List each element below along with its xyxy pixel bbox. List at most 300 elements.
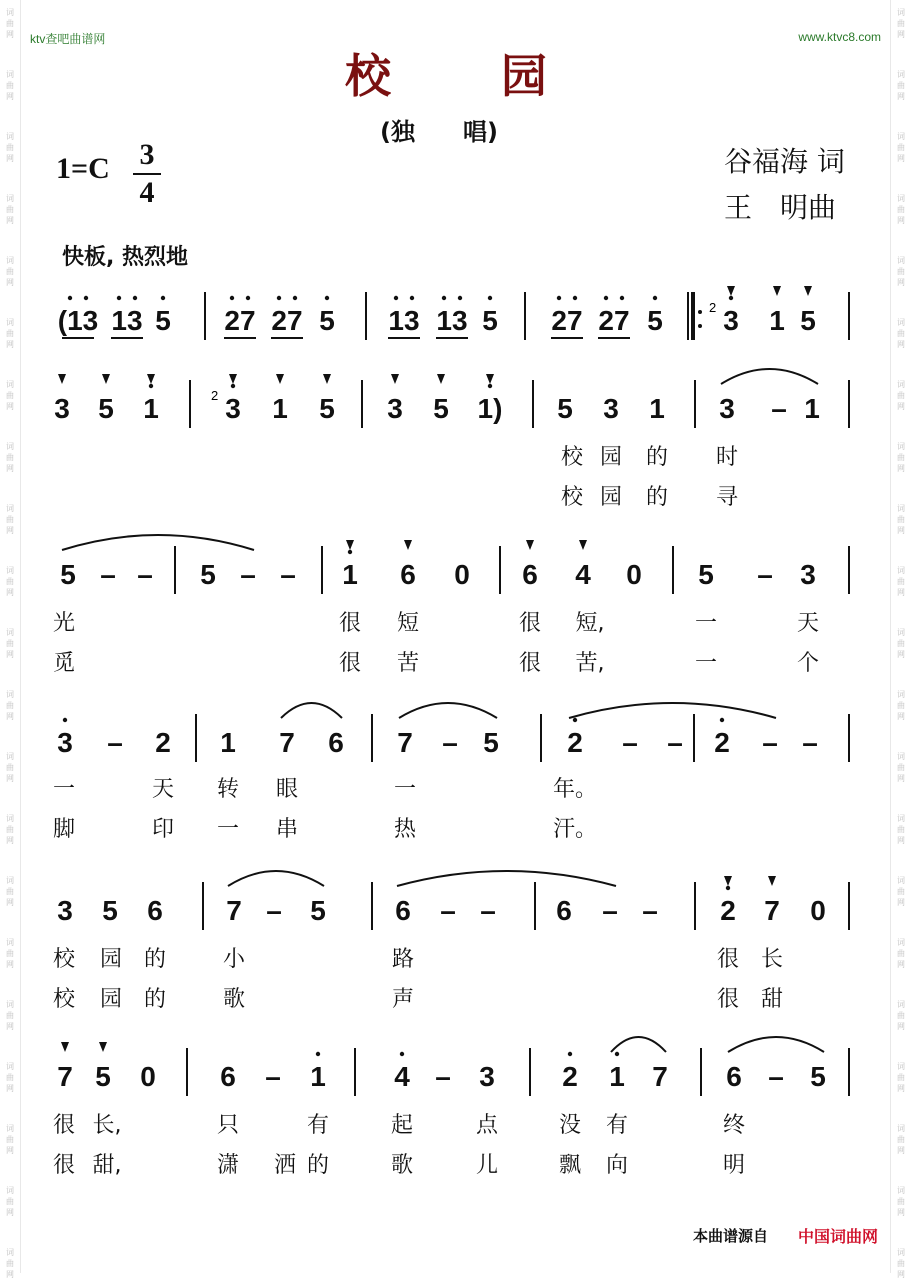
- octave-dot: [653, 296, 657, 300]
- watermark-char: 词: [6, 132, 14, 141]
- note: (13: [57, 305, 99, 336]
- note: 0: [140, 1061, 156, 1092]
- watermark-char: 曲: [897, 701, 905, 710]
- lyric-char: 时: [715, 445, 739, 470]
- watermark-char: 词: [6, 8, 14, 17]
- lyric-char: 光: [52, 611, 76, 636]
- watermark-char: 词: [897, 318, 905, 327]
- watermark-char: 网: [897, 92, 905, 101]
- watermark-char: 曲: [6, 763, 14, 772]
- lyric-char: 明: [722, 1153, 746, 1178]
- song-subtitle: (独 唱): [380, 118, 498, 146]
- octave-dot: [442, 296, 446, 300]
- note: 5: [483, 727, 499, 758]
- accent-mark: [346, 540, 354, 550]
- watermark-char: 网: [6, 278, 14, 287]
- watermark-char: 网: [897, 774, 905, 783]
- lyric-char: 很: [518, 611, 542, 636]
- composer-credit: 王 明曲: [724, 191, 837, 224]
- note: –: [265, 1061, 281, 1092]
- note: 7: [764, 895, 780, 926]
- watermark-char: 词: [6, 938, 14, 947]
- note: –: [771, 393, 787, 424]
- watermark-char: 网: [897, 154, 905, 163]
- watermark-char: 网: [897, 1208, 905, 1217]
- octave-dot: [573, 718, 577, 722]
- watermark-char: 网: [6, 30, 14, 39]
- watermark-char: 网: [6, 1208, 14, 1217]
- note: –: [280, 559, 296, 590]
- watermark-char: 词: [897, 752, 905, 761]
- slur: [281, 703, 342, 718]
- lyric-char: 天: [151, 777, 175, 802]
- note: 1: [310, 1061, 326, 1092]
- lyric-char: 汗。: [552, 817, 598, 842]
- note: –: [440, 895, 456, 926]
- lyric-char: 终: [722, 1113, 746, 1138]
- watermark-char: 曲: [6, 329, 14, 338]
- watermark-char: 曲: [6, 639, 14, 648]
- note: 5: [98, 393, 114, 424]
- watermark-char: 曲: [897, 949, 905, 958]
- watermark-char: 词: [6, 814, 14, 823]
- time-signature-bottom: 4: [139, 176, 155, 209]
- note: 3: [723, 305, 739, 336]
- lyric-char: 路: [391, 947, 415, 972]
- note: –: [602, 895, 618, 926]
- note: 6: [556, 895, 572, 926]
- watermark-char: 词: [897, 566, 905, 575]
- watermark-char: 词: [6, 690, 14, 699]
- octave-dot: [488, 384, 492, 388]
- note: 27: [551, 305, 583, 336]
- lyric-char: 的: [143, 947, 167, 972]
- lyric-char: 园: [99, 947, 123, 972]
- watermark-char: 词: [897, 690, 905, 699]
- note: 0: [810, 895, 826, 926]
- watermark-char: 词: [897, 1062, 905, 1071]
- slur: [611, 1037, 666, 1052]
- lyric-char: 很: [52, 1113, 76, 1138]
- watermark-char: 曲: [897, 887, 905, 896]
- slur: [62, 535, 254, 550]
- lyric-char: 短: [396, 611, 420, 636]
- note: 7: [397, 727, 413, 758]
- note: 2: [567, 727, 583, 758]
- watermark-char: 网: [897, 1084, 905, 1093]
- octave-dot: [400, 1052, 404, 1056]
- watermark-char: 曲: [6, 1259, 14, 1268]
- lyric-char: 园: [599, 485, 623, 510]
- note: 5: [557, 393, 573, 424]
- slur: [397, 871, 616, 886]
- watermark-char: 曲: [6, 267, 14, 276]
- accent-mark: [102, 374, 110, 384]
- note: 0: [454, 559, 470, 590]
- lyric-char: 的: [143, 987, 167, 1012]
- note: 3: [54, 393, 70, 424]
- note: 2: [714, 727, 730, 758]
- lyric-char: 一: [216, 817, 240, 842]
- watermark-char: 网: [6, 898, 14, 907]
- watermark-char: 网: [6, 1084, 14, 1093]
- accent-mark: [391, 374, 399, 384]
- watermark-char: 词: [6, 752, 14, 761]
- watermark-char: 网: [897, 216, 905, 225]
- watermark-char: 曲: [897, 391, 905, 400]
- lyric-char: 儿: [475, 1153, 499, 1178]
- watermark-char: 词: [897, 256, 905, 265]
- accent-mark: [579, 540, 587, 550]
- octave-dot: [231, 384, 235, 388]
- site-url-right[interactable]: www.ktvc8.com: [798, 30, 881, 44]
- note: 4: [394, 1061, 410, 1092]
- lyric-char: 飘: [558, 1153, 582, 1178]
- note: 2: [720, 895, 736, 926]
- watermark-char: 曲: [6, 1135, 14, 1144]
- lyric-char: 天: [796, 611, 820, 636]
- accent-mark: [58, 374, 66, 384]
- watermark-char: 词: [897, 1000, 905, 1009]
- watermark-char: 网: [897, 1022, 905, 1031]
- note: 5: [310, 895, 326, 926]
- lyric-char: 很: [518, 651, 542, 676]
- watermark-char: 曲: [6, 453, 14, 462]
- watermark-char: 网: [897, 836, 905, 845]
- lyric-char: 苦: [396, 651, 420, 676]
- watermark-char: 网: [6, 216, 14, 225]
- watermark-char: 曲: [897, 19, 905, 28]
- watermark-char: 曲: [6, 1073, 14, 1082]
- note: 3: [57, 727, 73, 758]
- watermark-char: 词: [6, 628, 14, 637]
- watermark-char: 网: [6, 464, 14, 473]
- note: 5: [95, 1061, 111, 1092]
- note: 3: [225, 393, 241, 424]
- watermark-char: 词: [897, 1124, 905, 1133]
- watermark-char: 词: [6, 318, 14, 327]
- lyric-char: 甜,: [92, 1153, 122, 1178]
- watermark-char: 曲: [6, 19, 14, 28]
- watermark-char: 曲: [6, 949, 14, 958]
- watermark-char: 曲: [897, 453, 905, 462]
- accent-mark: [727, 286, 735, 296]
- note: 2: [562, 1061, 578, 1092]
- note: 6: [522, 559, 538, 590]
- watermark-char: 网: [6, 402, 14, 411]
- note: 6: [147, 895, 163, 926]
- lyric-char: 小: [222, 947, 246, 972]
- note: 6: [726, 1061, 742, 1092]
- repeat-dot: [698, 310, 702, 314]
- watermark-char: 词: [6, 504, 14, 513]
- lyric-char: 很: [52, 1153, 76, 1178]
- lyric-char: 很: [338, 651, 362, 676]
- note: 5: [647, 305, 663, 336]
- watermark-char: 网: [6, 650, 14, 659]
- note: 6: [400, 559, 416, 590]
- accent-mark: [404, 540, 412, 550]
- note: 6: [395, 895, 411, 926]
- watermark-char: 曲: [897, 1011, 905, 1020]
- watermark-char: 曲: [6, 81, 14, 90]
- note: 27: [271, 305, 303, 336]
- note: 1: [649, 393, 665, 424]
- octave-dot: [394, 296, 398, 300]
- note: 27: [224, 305, 256, 336]
- watermark-char: 网: [6, 1022, 14, 1031]
- note: 1: [769, 305, 785, 336]
- lyric-char: 热: [393, 817, 417, 842]
- watermark-char: 网: [6, 774, 14, 783]
- note: 1: [272, 393, 288, 424]
- repeat-dot: [698, 324, 702, 328]
- watermark-char: 网: [6, 154, 14, 163]
- watermark-char: 词: [6, 1124, 14, 1133]
- octave-dot: [458, 296, 462, 300]
- octave-dot: [63, 718, 67, 722]
- lyric-char: 印: [151, 817, 175, 842]
- note: 1: [143, 393, 159, 424]
- note: –: [622, 727, 638, 758]
- accent-mark: [773, 286, 781, 296]
- watermark-char: 曲: [897, 577, 905, 586]
- note: –: [802, 727, 818, 758]
- watermark-char: 词: [897, 132, 905, 141]
- watermark-char: 网: [897, 960, 905, 969]
- lyric-char: 的: [306, 1153, 330, 1178]
- lyric-char: 苦,: [575, 651, 605, 676]
- lyric-char: 转: [216, 777, 240, 802]
- lyric-char: 园: [99, 987, 123, 1012]
- lyric-char: 声: [391, 987, 415, 1012]
- lyric-char: 有: [605, 1113, 629, 1138]
- note: –: [100, 559, 116, 590]
- footer-source-site[interactable]: 中国词曲网: [797, 1227, 878, 1246]
- watermark-char: 词: [897, 814, 905, 823]
- note: 3: [719, 393, 735, 424]
- time-signature-top: 3: [139, 138, 155, 171]
- watermark-char: 词: [897, 938, 905, 947]
- accent-mark: [724, 876, 732, 886]
- note: 5: [482, 305, 498, 336]
- note: 2: [155, 727, 171, 758]
- note: –: [435, 1061, 451, 1092]
- note: –: [757, 559, 773, 590]
- slur: [399, 703, 497, 718]
- lyric-char: 很: [716, 947, 740, 972]
- octave-dot: [720, 718, 724, 722]
- watermark-char: 曲: [6, 143, 14, 152]
- watermark-char: 曲: [897, 639, 905, 648]
- lyric-char: 甜: [760, 987, 784, 1012]
- note: 5: [810, 1061, 826, 1092]
- watermark-char: 词: [897, 628, 905, 637]
- note: 6: [328, 727, 344, 758]
- site-name-left[interactable]: ktv查吧曲谱网: [30, 32, 106, 46]
- note: 1: [609, 1061, 625, 1092]
- watermark-char: 词: [897, 1186, 905, 1195]
- watermark-char: 曲: [897, 1073, 905, 1082]
- song-title: 校 园: [345, 49, 553, 103]
- watermark-char: 词: [6, 70, 14, 79]
- octave-dot: [246, 296, 250, 300]
- lyric-char: 年。: [552, 777, 598, 802]
- note: 4: [575, 559, 591, 590]
- watermark-char: 网: [897, 588, 905, 597]
- lyric-char: 很: [716, 987, 740, 1012]
- octave-dot: [293, 296, 297, 300]
- lyric-char: 一: [694, 611, 718, 636]
- watermark-char: 曲: [6, 577, 14, 586]
- note: –: [107, 727, 123, 758]
- lyric-char: 校: [52, 987, 76, 1012]
- lyric-char: 一: [52, 777, 76, 802]
- watermark-char: 曲: [6, 825, 14, 834]
- watermark-char: 词: [897, 1248, 905, 1257]
- watermark-char: 词: [897, 876, 905, 885]
- note: 13: [388, 305, 420, 336]
- accent-mark: [276, 374, 284, 384]
- note: 13: [111, 305, 143, 336]
- watermark-char: 网: [6, 1146, 14, 1155]
- note: 1): [477, 393, 503, 424]
- watermark-char: 词: [897, 380, 905, 389]
- octave-dot: [568, 1052, 572, 1056]
- lyric-char: 一: [393, 777, 417, 802]
- note: 7: [57, 1061, 73, 1092]
- note: 3: [603, 393, 619, 424]
- note: 5: [200, 559, 216, 590]
- lyric-char: 长: [760, 947, 784, 972]
- octave-dot: [149, 384, 153, 388]
- note: 5: [433, 393, 449, 424]
- watermark-char: 网: [6, 836, 14, 845]
- note: –: [442, 727, 458, 758]
- note: 5: [698, 559, 714, 590]
- note: –: [266, 895, 282, 926]
- lyric-char: 脚: [52, 817, 76, 842]
- note: 5: [60, 559, 76, 590]
- key-signature: 1=C: [56, 152, 110, 185]
- footer-source-label: 本曲谱源自: [692, 1227, 768, 1245]
- watermark-char: 曲: [897, 267, 905, 276]
- slur: [728, 1037, 824, 1052]
- lyric-char: 园: [599, 445, 623, 470]
- note: 27: [598, 305, 630, 336]
- watermark-char: 曲: [6, 391, 14, 400]
- lyric-char: 向: [605, 1153, 629, 1178]
- octave-dot: [133, 296, 137, 300]
- note: 5: [102, 895, 118, 926]
- lyric-char: 校: [560, 445, 584, 470]
- watermark-char: 网: [6, 92, 14, 101]
- note: 5: [155, 305, 171, 336]
- octave-dot: [726, 886, 730, 890]
- watermark-char: 词: [897, 504, 905, 513]
- lyric-char: 潇: [216, 1153, 240, 1178]
- lyric-char: 起: [390, 1113, 414, 1138]
- octave-dot: [620, 296, 624, 300]
- grace-note-mark: 2: [211, 388, 219, 403]
- octave-dot: [488, 296, 492, 300]
- slur: [228, 871, 324, 886]
- lyric-char: 寻: [715, 485, 739, 510]
- lyric-char: 只: [216, 1113, 240, 1138]
- grace-note-mark: 2: [709, 300, 717, 315]
- watermark-char: 词: [6, 1062, 14, 1071]
- watermark-char: 词: [897, 442, 905, 451]
- slur: [569, 703, 776, 718]
- watermark-char: 词: [6, 1248, 14, 1257]
- note: 3: [800, 559, 816, 590]
- note: –: [762, 727, 778, 758]
- lyric-char: 个: [796, 651, 820, 676]
- watermark-char: 词: [897, 70, 905, 79]
- watermark-char: 曲: [6, 205, 14, 214]
- accent-mark: [437, 374, 445, 384]
- watermark-char: 网: [897, 464, 905, 473]
- watermark-char: 网: [897, 712, 905, 721]
- note: 7: [279, 727, 295, 758]
- octave-dot: [615, 1052, 619, 1056]
- slur: [721, 369, 818, 384]
- note: 1: [220, 727, 236, 758]
- accent-mark: [323, 374, 331, 384]
- watermark-char: 词: [6, 566, 14, 575]
- watermark-char: 网: [6, 1270, 14, 1279]
- lyric-char: 点: [475, 1113, 499, 1138]
- octave-dot: [117, 296, 121, 300]
- watermark-char: 词: [897, 194, 905, 203]
- watermark-char: 网: [897, 1146, 905, 1155]
- octave-dot: [557, 296, 561, 300]
- note: –: [667, 727, 683, 758]
- octave-dot: [84, 296, 88, 300]
- octave-dot: [604, 296, 608, 300]
- octave-dot: [277, 296, 281, 300]
- watermark-char: 曲: [897, 763, 905, 772]
- watermark-char: 曲: [6, 1011, 14, 1020]
- watermark-char: 曲: [897, 329, 905, 338]
- watermark-char: 词: [6, 1000, 14, 1009]
- octave-dot: [161, 296, 165, 300]
- watermark-char: 网: [6, 340, 14, 349]
- watermark-char: 曲: [6, 1197, 14, 1206]
- watermark-char: 词: [897, 8, 905, 17]
- note: 7: [652, 1061, 668, 1092]
- lyric-char: 长,: [92, 1113, 122, 1138]
- watermark-char: 网: [6, 960, 14, 969]
- note: 5: [800, 305, 816, 336]
- octave-dot: [729, 296, 733, 300]
- octave-dot: [68, 296, 72, 300]
- accent-mark: [99, 1042, 107, 1052]
- accent-mark: [526, 540, 534, 550]
- accent-mark: [61, 1042, 69, 1052]
- watermark-char: 网: [897, 650, 905, 659]
- lyric-char: 眼: [275, 777, 299, 802]
- note: 6: [220, 1061, 236, 1092]
- watermark-char: 词: [6, 1186, 14, 1195]
- lyricist-credit: 谷福海 词: [724, 145, 845, 178]
- note: 3: [387, 393, 403, 424]
- lyric-char: 校: [560, 485, 584, 510]
- watermark-char: 网: [6, 712, 14, 721]
- note: –: [240, 559, 256, 590]
- watermark-char: 网: [897, 1270, 905, 1279]
- note: –: [642, 895, 658, 926]
